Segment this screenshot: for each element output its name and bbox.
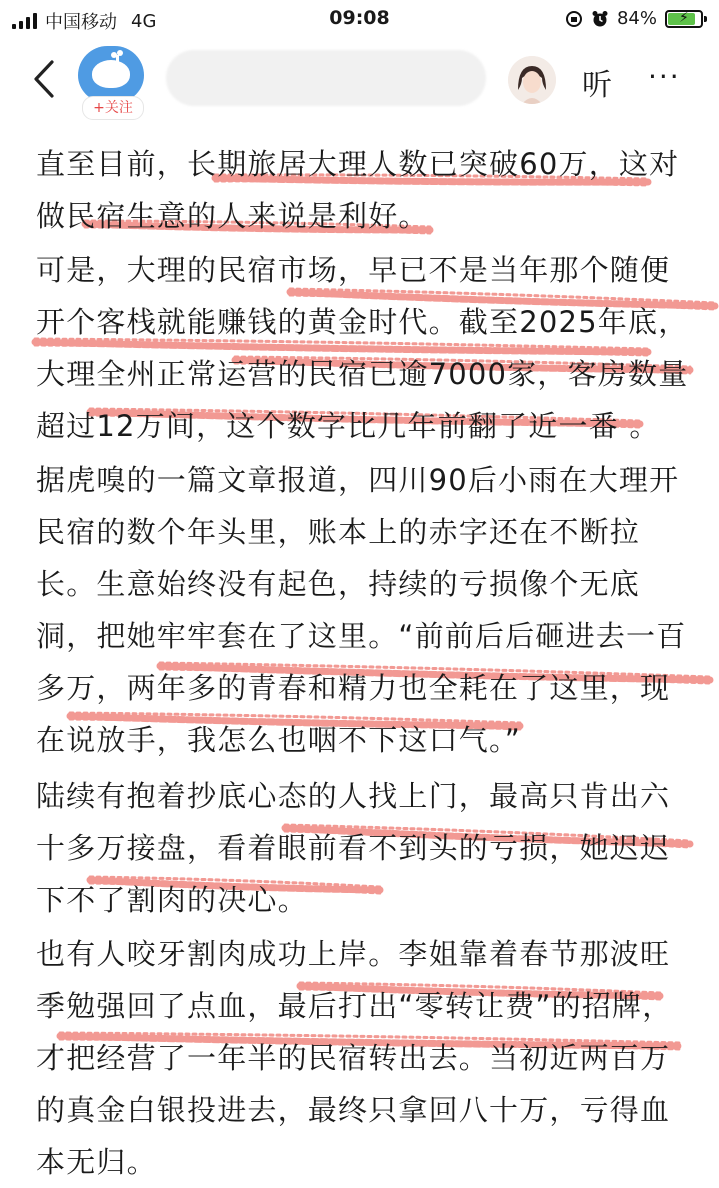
- whale-logo-icon: [92, 60, 130, 88]
- rotation-lock-icon: [565, 10, 583, 28]
- paragraph-1: 直至目前，长期旅居大理人数已突破60万，这对做民宿生意的人来说是利好。: [36, 147, 680, 233]
- author-avatar-group[interactable]: [78, 46, 146, 114]
- more-options-button[interactable]: ···: [648, 60, 681, 93]
- paragraph-3: 据虎嗅的一篇文章报道，四川90后小雨在大理开民宿的数个年头里，账本上的赤字还在不断拉长。生意始终没有起色，持续的亏损像个无底洞，把她牢牢套在了这里。“前前后后砸进去一百多万，两年多的青春和精力也全耗在了这里，现在说放手，我怎么也咽不下这口气。”: [36, 463, 687, 757]
- paragraph-4: 陆续有抱着抄底心态的人找上门，最高只肯出六十多万接盘，看着眼前看不到头的亏损，她迟迟下不了割肉的决心。: [36, 779, 671, 917]
- alarm-icon: [591, 10, 609, 28]
- article-body: [0, 120, 719, 1179]
- nav-bar: [0, 40, 719, 120]
- water-spout-icon: [108, 49, 128, 63]
- paragraph-2: 可是，大理的民宿市场，早已不是当年那个随便开个客栈就能赚钱的黄金时代。截至2025年底，大理全州正常运营的民宿已逾7000家，客房数量超过12万间，这个数字比几年前翻了近一番 。: [36, 253, 689, 443]
- girl-avatar-icon: [508, 56, 556, 104]
- follow-button[interactable]: +关注: [82, 96, 144, 120]
- status-bar: [0, 0, 719, 38]
- chevron-left-icon: [24, 54, 64, 104]
- clock: 09:08: [329, 7, 390, 29]
- paragraph-5: 也有人咬牙割肉成功上岸。李姐靠着春节那波旺季勉强回了点血，最后打出“零转让费”的招牌，才把经营了一年半的民宿转出去。当初近两百万的真金白银投进去，最终只拿回八十万，亏得血本无归。: [36, 937, 673, 1179]
- back-button[interactable]: [24, 54, 64, 104]
- battery-icon: [665, 10, 703, 28]
- carrier-label: 中国移动: [45, 12, 117, 33]
- listen-button[interactable]: 听: [582, 68, 612, 103]
- network-label: 4G: [131, 10, 157, 32]
- author-avatar[interactable]: [78, 46, 144, 102]
- charging-icon: ⚡: [679, 9, 689, 26]
- author-name-blurred: [166, 50, 486, 106]
- battery-percent: 84%: [616, 8, 657, 29]
- status-right: [565, 8, 703, 29]
- reader-avatar[interactable]: [508, 56, 556, 104]
